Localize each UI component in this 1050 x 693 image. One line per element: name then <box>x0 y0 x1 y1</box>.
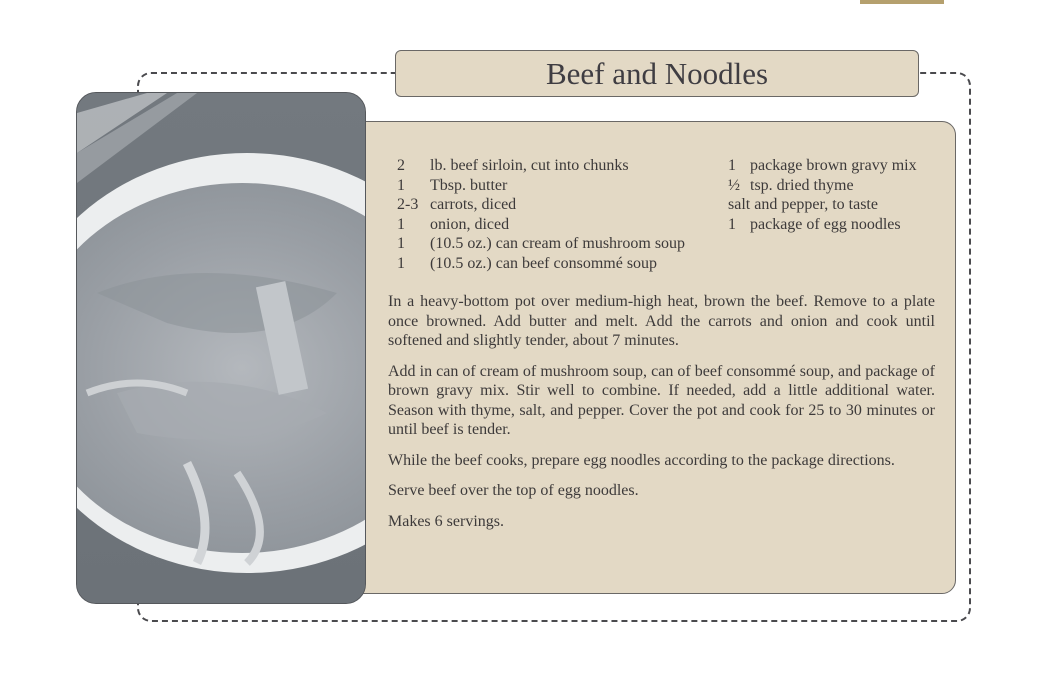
ingredient-qty: 2-3 <box>397 196 419 213</box>
ingredient-item: lb. beef sirloin, cut into chunks <box>430 157 629 174</box>
ingredient-row <box>397 195 685 215</box>
ingredient-qty: 1 <box>397 215 405 233</box>
ingredient-item: (10.5 oz.) can cream of mushroom soup <box>430 235 686 252</box>
food-bowl-image <box>77 93 366 604</box>
servings-note: Makes 6 servings. <box>388 512 504 530</box>
ingredient-item: tsp. dried thyme <box>750 176 854 194</box>
ingredient-item: Tbsp. butter <box>430 176 508 194</box>
ingredient-qty: 1 <box>728 215 736 233</box>
ingredient-qty: 1 <box>397 254 405 272</box>
direction-step: While the beef cooks, prepare egg noodles according to the package directions. <box>388 451 895 469</box>
directions <box>388 292 935 542</box>
accent-tab <box>860 0 944 4</box>
ingredient-qty: 2 <box>397 157 405 174</box>
title-banner <box>395 50 919 97</box>
recipe-title: Beef and Noodles <box>545 55 769 91</box>
ingredient-row <box>397 254 685 274</box>
ingredient-qty: 1 <box>728 157 736 174</box>
ingredient-item: onion, diced <box>430 215 510 233</box>
ingredient-row <box>728 195 917 215</box>
ingredient-row <box>728 215 917 235</box>
ingredients-list-right <box>728 156 917 234</box>
ingredient-row <box>728 176 917 196</box>
ingredient-qty: 1 <box>397 235 405 252</box>
ingredient-item: package brown gravy mix <box>750 157 917 174</box>
ingredients-list-left <box>397 156 685 273</box>
direction-step: In a heavy-bottom pot over medium-high heat, brown the beef. Remove to a plate once browned. Add butter and melt. Add the carrots and onion and cook until softened and slightly tender, about 7 minutes. <box>388 293 935 349</box>
ingredient-row <box>397 156 685 176</box>
recipe-photo <box>76 92 366 604</box>
direction-step: Serve beef over the top of egg noodles. <box>388 482 639 499</box>
direction-step: Add in can of cream of mushroom soup, can of beef consommé soup, and package of brown gravy mix. Stir well to combine. If needed, add a little additional water. Season with thyme, salt, and pepper. Cover the pot and cook for 25 to 30 minutes or until beef is tender. <box>388 362 935 438</box>
ingredient-row <box>728 156 917 176</box>
ingredient-item: salt and pepper, to taste <box>728 196 878 213</box>
ingredient-item: (10.5 oz.) can beef consommé soup <box>430 254 658 272</box>
ingredient-item: carrots, diced <box>430 196 517 213</box>
ingredient-row <box>397 215 685 235</box>
ingredient-qty: ½ <box>728 176 740 194</box>
ingredient-row <box>397 176 685 196</box>
ingredient-row <box>397 234 685 254</box>
ingredient-qty: 1 <box>397 176 405 194</box>
ingredient-item: package of egg noodles <box>750 215 901 233</box>
